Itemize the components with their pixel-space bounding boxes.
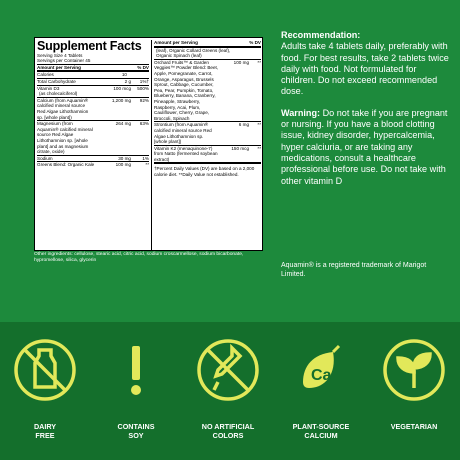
row-name: Orchard Fruits™ & Garden Veggies™ Powder Blend: Beet, Apple, Pomegranate, Carrot, Orange, Asparagus, Brussels Sprout, Cabbage, Cucumber, Pea, Pear, Pumpkin, Tomato, Blueberry, Banana, Cranberry, Pineapple, Strawberry, Raspberry, Acai, Plum, Cauliflower, Cherry, Grape, Broccoli, Spinach	[154, 59, 219, 121]
row-dv: 92%	[139, 97, 149, 103]
row-dv: 63%	[139, 121, 149, 127]
other-ingredients: Other ingredients: cellulose, stearic acid, citric acid, sodium croscarmellose, sodium bicarbonate, hypromellose, silica, glycerin	[34, 252, 244, 263]
sprout-icon	[382, 338, 446, 402]
facts-row	[154, 48, 261, 60]
exclamation-icon	[104, 338, 168, 402]
facts-row	[37, 98, 149, 121]
facts-header-row	[37, 65, 149, 73]
amount-header: Amount per Serving	[37, 64, 81, 70]
row-name: Greens Blend: Organic Kale	[37, 162, 95, 168]
recommendation-text: Adults take 4 tablets daily, preferably with food. For best results, take 2 tablets twice daily with food. Not formulated for children. Do not exceed recommended dose.	[281, 41, 449, 97]
row-amount: 150 mcg	[231, 145, 249, 151]
row-amount: 1,200 mg	[111, 97, 131, 103]
facts-column-left	[37, 40, 149, 168]
row-name: (as cholecalciferol)	[39, 91, 78, 97]
facts-row	[37, 121, 149, 156]
row-name: Calcium (from Aquamin® calcified mineral source Red Algae Lithothamnion sp. [whole plant])	[37, 97, 89, 120]
row-name: Total Carbohydrate	[37, 79, 76, 84]
recommendation-block	[281, 30, 451, 98]
directions-text	[281, 30, 451, 197]
row-amount: 264 mg	[115, 121, 131, 127]
row-amount: 100 mg	[115, 162, 131, 168]
row-amount: 30 mg	[118, 155, 131, 161]
facts-row	[37, 162, 149, 168]
row-name: Magnesium (from Aquamin® calcified mineral source Red Algae Lithothamnion sp. [whole plant] and as magnesium citrate, oxide)	[37, 121, 93, 155]
facts-row	[154, 146, 261, 165]
serving-size: Serving Size 4 Tablets	[37, 53, 83, 58]
row-dv: 1%	[142, 155, 149, 161]
row-name: Vitamin K2 (menaquinone-7) from Natto (fermented soybean extract)	[154, 145, 218, 162]
row-dv: **	[257, 145, 261, 151]
row-name: Strontium (from Aquamin® calcified mineral source Red Algae Lithothamnion sp. [whole plant])	[154, 122, 212, 145]
svg-text:Ca: Ca	[311, 367, 332, 384]
facts-row	[37, 79, 149, 86]
row-dv: **	[257, 59, 261, 65]
row-name: Sodium	[37, 155, 53, 161]
dropper-icon	[196, 338, 260, 402]
row-name: Calories	[37, 72, 54, 78]
supplement-facts-panel	[34, 37, 263, 251]
row-dv: **	[145, 162, 149, 168]
badge-label-dairy-free: DAIRY FREE	[33, 422, 57, 440]
row-amount: 6 mg	[238, 122, 249, 128]
badge-label-no-artificial-colors: NO ARTIFICIAL COLORS	[201, 422, 255, 440]
facts-row	[37, 91, 149, 98]
milk-bottle-icon	[13, 338, 77, 402]
badge-label-contains-soy: CONTAINS SOY	[117, 422, 155, 440]
calcium-leaf-icon	[289, 338, 353, 402]
row-name: Vitamin D3	[37, 85, 60, 91]
amount-header: Amount per Serving	[154, 40, 198, 45]
recommendation-title: Recommendation:	[281, 30, 361, 40]
facts-row	[37, 156, 149, 163]
warning-block	[281, 108, 451, 187]
row-amount: 2 g	[124, 79, 131, 84]
warning-title: Warning:	[281, 107, 321, 118]
badge-label-plant-source-calcium: PLANT-SOURCE CALCIUM	[292, 422, 350, 440]
facts-row	[154, 122, 261, 145]
row-name: (leaf), Organic Collard Greens (leaf), Organic Spinach (leaf)	[156, 47, 231, 59]
row-dv: **	[257, 122, 261, 128]
row-amount: 100 mcg	[113, 85, 131, 91]
row-dv: 500%	[137, 85, 149, 91]
dv-header: % DV	[249, 40, 261, 45]
badge-label-vegetarian: VEGETARIAN	[390, 422, 438, 431]
facts-column-right	[151, 40, 261, 250]
row-dv: 1%†	[139, 79, 149, 84]
servings-per-container: Servings per Container 45	[37, 58, 149, 64]
facts-title: Supplement Facts	[37, 39, 142, 53]
row-amount: 10	[121, 72, 127, 78]
facts-header-row	[154, 40, 261, 48]
dv-footnote: †Percent Daily Values (DV) are based on a 2,000 calorie diet. **Daily Value not established.	[154, 166, 255, 177]
warning-text: Do not take if you are pregnant or nursing. If you have a blood clotting issue, kidney disorder, hypercalcemia, hyper calciuria, or are taking any medications, consult a healthcare professional before use. Do not take with other vitamin D	[281, 107, 448, 186]
dv-header: % DV	[137, 64, 149, 70]
facts-row	[37, 72, 149, 79]
trademark-note: Aquamin® is a registered trademark of Marigot Limited.	[281, 262, 427, 278]
row-amount: 100 mg	[233, 59, 249, 65]
facts-row	[154, 60, 261, 123]
